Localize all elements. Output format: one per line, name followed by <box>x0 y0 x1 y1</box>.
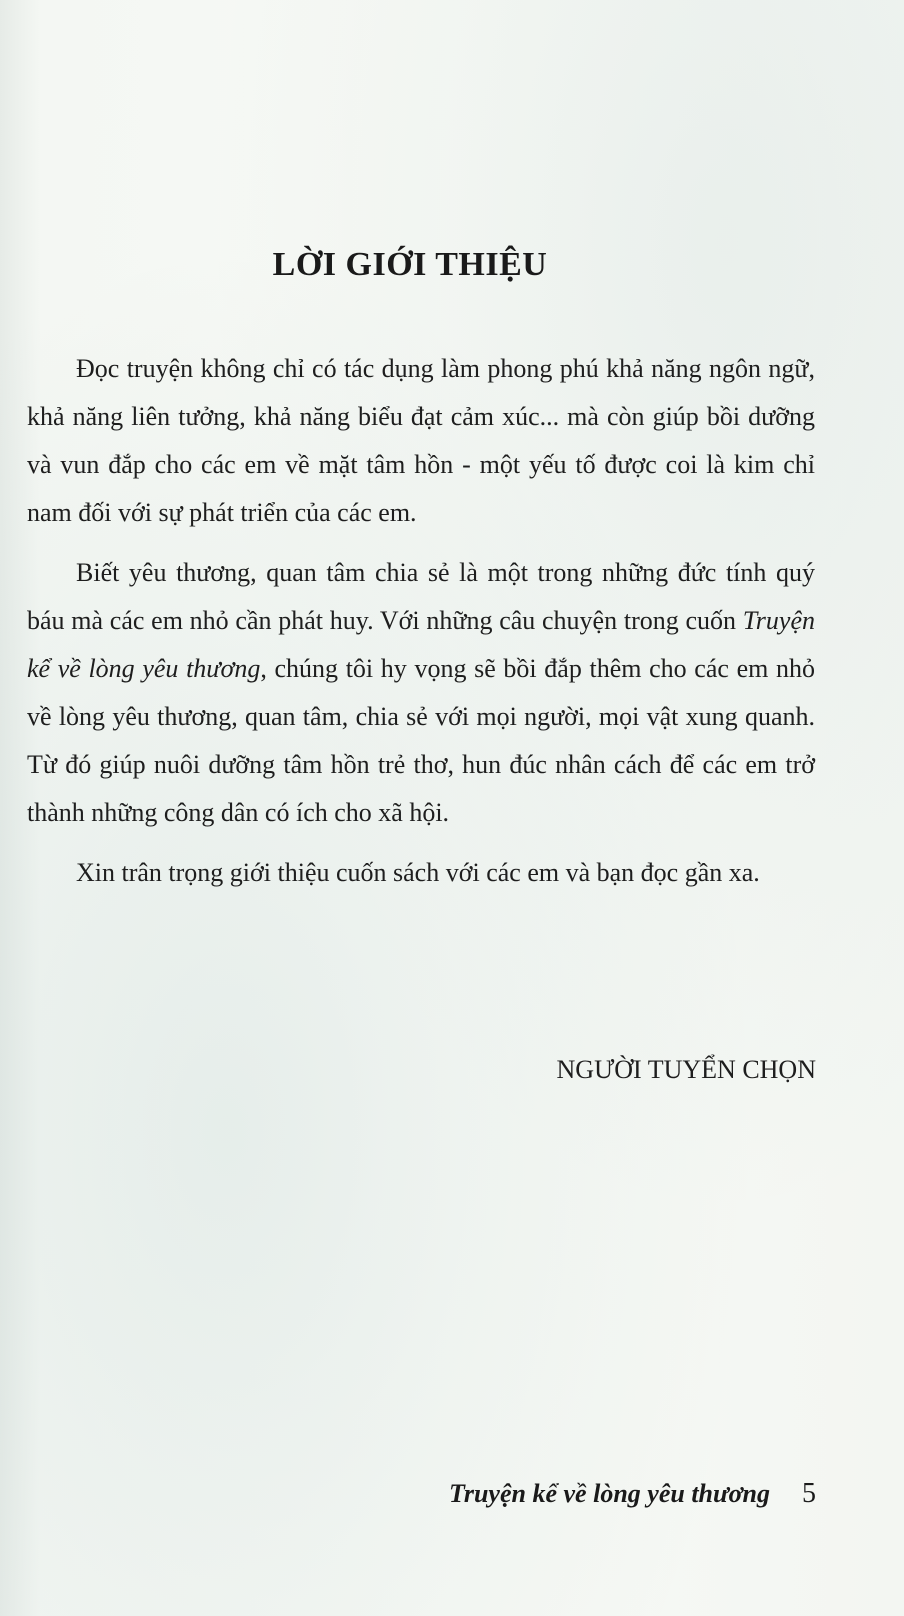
introduction-body <box>27 345 815 909</box>
page-footer <box>449 1478 816 1510</box>
page-title: LỜI GIỚI THIỆU <box>272 246 548 283</box>
running-title: Truyện kể về lòng yêu thương <box>448 1479 770 1508</box>
signature: NGƯỜI TUYỂN CHỌN <box>556 1055 816 1084</box>
paragraph-1: Đọc truyện không chỉ có tác dụng làm phong phú khả năng ngôn ngữ, khả năng liên tưởng, khả năng biểu đạt cảm xúc... mà còn giúp bồi dưỡng và vun đắp cho các em về mặt tâm hồn - một yếu tố được coi là kim chỉ nam đối với sự phát triển của các em. <box>27 354 815 527</box>
paragraph-3: Xin trân trọng giới thiệu cuốn sách với các em và bạn đọc gần xa. <box>76 858 760 887</box>
paragraph-2-end: , chúng tôi hy vọng sẽ bồi đắp thêm cho các em nhỏ về lòng yêu thương, quan tâm, chia sẻ với mọi người, mọi vật xung quanh. Từ đó giúp nuôi dưỡng tâm hồn trẻ thơ, hun đúc nhân cách để các em trở thành những công dân có ích cho xã hội. <box>27 654 815 827</box>
paragraph-2 <box>27 549 815 837</box>
book-title-italic: Truyện kể về lòng yêu thương <box>27 606 815 683</box>
page-number: 5 <box>802 1478 816 1509</box>
paragraph-2-start: Biết yêu thương, quan tâm chia sẻ là một trong những đức tính quý báu mà các em nhỏ cần phát huy. Với những câu chuyện trong cuốn <box>27 558 815 635</box>
